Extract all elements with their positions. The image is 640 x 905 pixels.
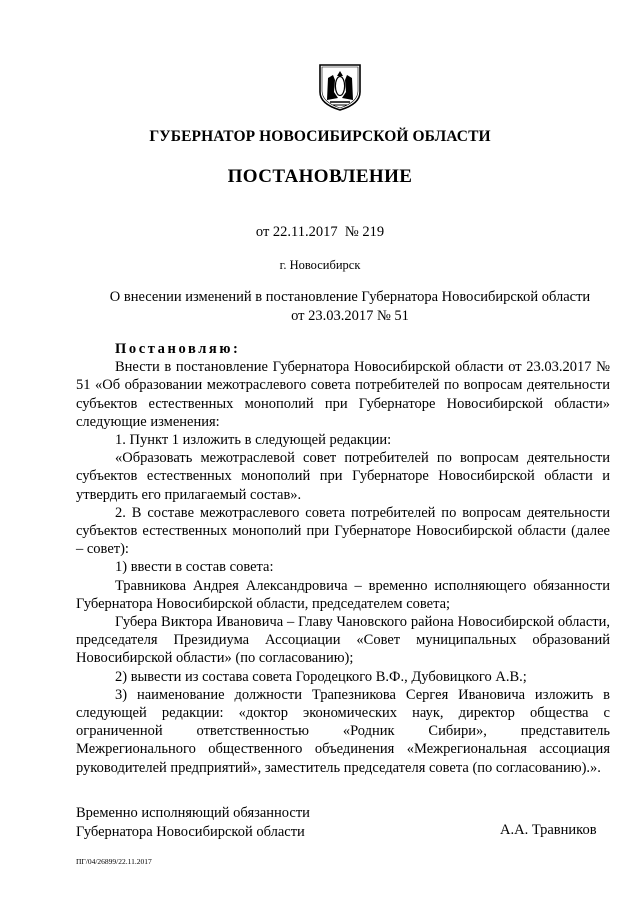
signature-title-line-1: Временно исполняющий обязанности xyxy=(76,805,310,821)
document-type: ПОСТАНОВЛЕНИЕ xyxy=(227,166,413,187)
body-paragraph: «Образовать межотраслевой совет потребителей по вопросам деятельности субъектов естественных монополий при Губернаторе Новосибирской области и утвердить его прилагаемый состав». xyxy=(76,450,610,503)
subject-line-1: О внесении изменений в постановление Губернатора Новосибирской области xyxy=(109,289,591,305)
authority-title: ГУБЕРНАТОР НОВОСИБИРСКОЙ ОБЛАСТИ xyxy=(149,128,491,145)
decree-word: Постановляю: xyxy=(115,341,241,357)
subject-line-2: от 23.03.2017 № 51 xyxy=(291,308,409,324)
coat-of-arms-icon xyxy=(317,62,363,112)
document-subject xyxy=(90,288,610,326)
body-paragraph: Травникова Андрея Александровича – временно исполняющего обязанности Губернатора Новосибирской области, председателем совета; xyxy=(76,577,610,612)
body-paragraph: Внести в постановление Губернатора Новосибирской области от 23.03.2017 № 51 «Об образовании межотраслевого совета потребителей по вопросам деятельности субъектов естественных монополий при Губернаторе Новосибирской области» следующие изменения: xyxy=(76,359,610,430)
body-paragraph: 3) наименование должности Трапезникова Сергея Ивановича изложить в следующей редакции: «доктор экономических наук, директор общества с ограниченной ответственностью «Родник Сибири», представитель Межрегионального общественного объединения «Межрегиональная ассоциация руководителей предприятий», заместитель председателя совета (по согласованию).». xyxy=(76,686,610,776)
body-paragraph: 2) вывести из состава совета Городецкого В.Ф., Дубовицкого А.В.; xyxy=(115,668,527,685)
document-city: г. Новосибирск xyxy=(279,258,361,272)
body-paragraph: 1) ввести в состав совета: xyxy=(115,559,274,576)
signer-name: А.А. Травников xyxy=(500,822,597,838)
document-date-number: от 22.11.2017 № 219 xyxy=(255,224,385,240)
body-paragraph: Губера Виктора Ивановича – Главу Чановского района Новосибирской области, председателя Президиума Ассоциации «Совет муниципальных образований Новосибирской области» (по согласованию); xyxy=(76,614,610,667)
signature-position xyxy=(76,804,310,841)
document-registration-code: ПГ/04/26899/22.11.2017 xyxy=(76,857,152,866)
signature-title-line-2: Губернатора Новосибирской области xyxy=(76,823,305,840)
document-body xyxy=(76,340,610,777)
body-paragraph: 2. В составе межотраслевого совета потребителей по вопросам деятельности субъектов естественных монополий при Губернаторе Новосибирской области (далее – совет): xyxy=(76,504,610,558)
body-paragraph: 1. Пункт 1 изложить в следующей редакции: xyxy=(115,432,392,449)
